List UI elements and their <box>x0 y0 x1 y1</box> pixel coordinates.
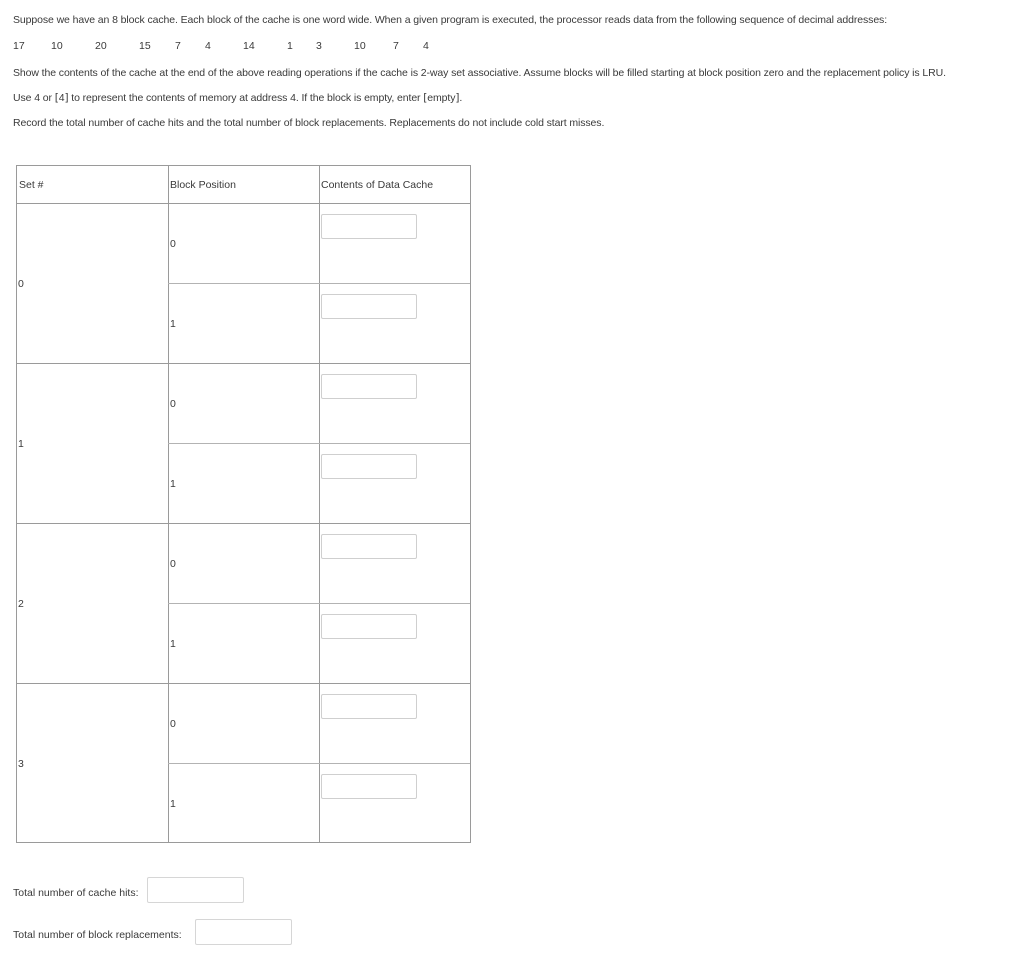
address-item: 20 <box>95 40 107 52</box>
cache-table <box>16 165 471 843</box>
cache-content-set1-block0[interactable] <box>321 374 417 399</box>
cache-content-set3-block1[interactable] <box>321 774 417 799</box>
address-item: 17 <box>13 40 25 52</box>
cache-content-set2-block1[interactable] <box>321 614 417 639</box>
question-intro: Suppose we have an 8 block cache. Each block of the cache is one word wide. When a given program is executed, the processor reads data from the following sequence of decimal addresses: <box>13 14 888 26</box>
block-position: 1 <box>170 318 176 330</box>
cache-content-set1-block1[interactable] <box>321 454 417 479</box>
format-note <box>13 92 462 104</box>
cache-content-set0-block1[interactable] <box>321 294 417 319</box>
block-replacements-input[interactable] <box>195 919 292 945</box>
set-number: 2 <box>18 598 24 610</box>
block-divider <box>168 443 470 444</box>
cache-content-set0-block0[interactable] <box>321 214 417 239</box>
address-item: 14 <box>243 40 255 52</box>
block-position: 1 <box>170 478 176 490</box>
format-note-text: . <box>459 92 463 104</box>
cache-hits-label: Total number of cache hits: <box>13 887 139 899</box>
column-divider <box>319 166 320 842</box>
bracket-open: [ <box>423 92 428 104</box>
format-note-example: 4 <box>58 92 65 104</box>
bracket-open: [ <box>54 92 59 104</box>
block-divider <box>168 603 470 604</box>
column-divider <box>168 166 169 842</box>
block-divider <box>168 763 470 764</box>
question-instruction: Show the contents of the cache at the end of the above reading operations if the cache is 2-way set associative. Assume blocks will be filled starting at block position zero and the replacement policy is LRU. <box>13 67 946 79</box>
block-replacements-label: Total number of block replacements: <box>13 929 182 941</box>
address-item: 7 <box>175 40 181 52</box>
set-divider <box>17 683 470 684</box>
address-item: 3 <box>316 40 322 52</box>
block-position: 1 <box>170 798 176 810</box>
block-position: 0 <box>170 398 176 410</box>
cache-content-set2-block0[interactable] <box>321 534 417 559</box>
address-sequence <box>0 40 1024 54</box>
set-divider <box>17 523 470 524</box>
cache-content-set3-block0[interactable] <box>321 694 417 719</box>
bracket-close: ] <box>64 92 69 104</box>
format-note-empty: empty <box>427 92 456 104</box>
set-number: 0 <box>18 278 24 290</box>
cache-hits-input[interactable] <box>147 877 244 903</box>
header-block-position: Block Position <box>170 179 236 191</box>
format-note-text: to represent the contents of memory at address 4. If the block is empty, enter <box>68 92 424 104</box>
format-note-text: Use 4 or <box>13 92 55 104</box>
address-item: 1 <box>287 40 293 52</box>
address-item: 7 <box>393 40 399 52</box>
address-item: 10 <box>354 40 366 52</box>
header-contents: Contents of Data Cache <box>321 179 434 191</box>
block-position: 0 <box>170 238 176 250</box>
bracket-close: ] <box>455 92 460 104</box>
set-divider <box>17 363 470 364</box>
header-divider <box>17 203 470 204</box>
block-divider <box>168 283 470 284</box>
header-set: Set # <box>19 179 44 191</box>
address-item: 4 <box>423 40 429 52</box>
address-item: 10 <box>51 40 63 52</box>
address-item: 15 <box>139 40 151 52</box>
block-position: 0 <box>170 558 176 570</box>
address-item: 4 <box>205 40 211 52</box>
record-note: Record the total number of cache hits and the total number of block replacements. Replacements do not include cold start misses. <box>13 117 605 129</box>
block-position: 1 <box>170 638 176 650</box>
set-number: 3 <box>18 758 24 770</box>
set-number: 1 <box>18 438 24 450</box>
block-position: 0 <box>170 718 176 730</box>
